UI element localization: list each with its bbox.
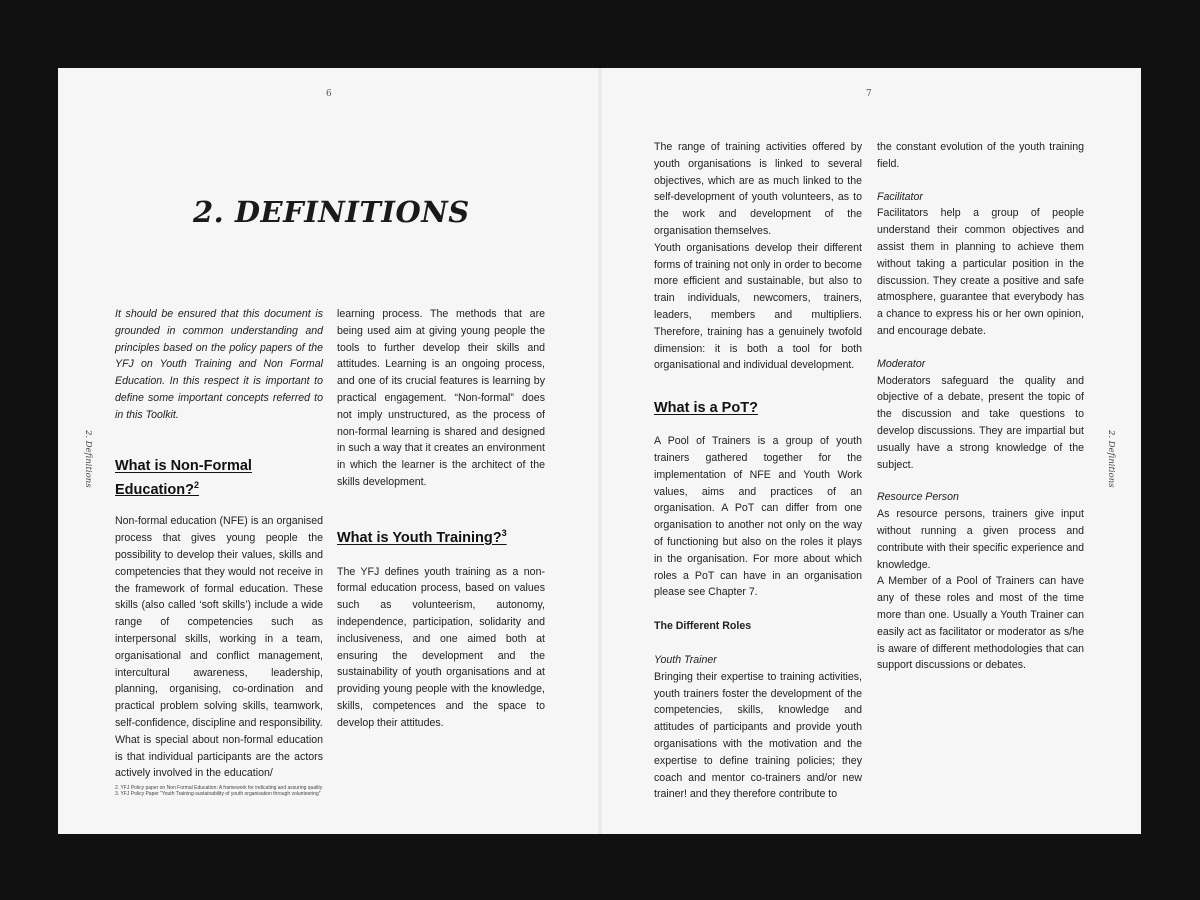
footnote-3: 3. YFJ Policy Paper “Youth Training-sustainability of youth organisation through volunteering” <box>115 791 321 798</box>
chapter-title: 2. DEFINITIONS <box>193 195 470 229</box>
moderator-label: Moderator <box>877 357 926 370</box>
youth-trainer-label: Youth Trainer <box>654 653 717 666</box>
nfe-continued-paragraph: learning process. The methods that are being used aim at giving young people the tools to further develop their skills and attitudes. Learning is an ongoing process, and one of its crucial features is learning by practical engagement. “Non-formal” does not imply unstructured, as the process of non-formal learning is shared and designed in such a way that it creates an environment in which the learner is the architect of the skills development. <box>337 308 545 488</box>
pot-heading: What is a PoT? <box>654 400 758 417</box>
roles-heading: The Different Roles <box>654 620 752 633</box>
youth-trainer-paragraph: Bringing their expertise to training activities, youth trainers foster the development of the competencies, skills, knowledge and attitudes of participants and provide youth organisations with the motivation and the expertise to define training policies; they coach and mentor co-trainers and/or new trainer! and they therefore contribute to <box>654 670 862 801</box>
book-gutter <box>598 68 602 834</box>
facilitator-paragraph: Facilitators help a group of people understand their common objectives and assist them in planning to achieve them without taking a particular position in the discussion. They create a positive and safe atmosphere, guarantee that everybody has a chance to express his or her own opinion, and encourage debate. <box>877 207 1084 337</box>
page-number-left: 6 <box>326 89 332 99</box>
nfe-heading-text: What is Non-Formal Education? <box>115 457 252 498</box>
right-column-1 <box>654 139 862 803</box>
training-forms-paragraph: Youth organisations develop their different forms of training not only in order to become more efficient and sustainable, but also to train individuals, newcomers, trainers, leaders, members and multipliers. Therefore, training has a genuinely twofold dimension: it is both a tool for both organisational and individual development. <box>654 241 862 372</box>
nfe-paragraph-2: What is special about non-formal education is that individual participants are the actors actively involved in the education/ <box>115 733 323 780</box>
book-spread <box>58 68 1141 834</box>
left-column-1 <box>115 306 323 782</box>
page-number-right: 7 <box>866 89 872 99</box>
moderator-paragraph: Moderators safeguard the quality and objective of a debate, present the topic of the discussion and take questions to develop discussions. They are impartial but usually have a strong knowledge of the subject. <box>877 374 1084 471</box>
resource-person-paragraph: As resource persons, trainers give input without running a given process and contribute with their specific experience and knowledge. <box>877 508 1084 571</box>
training-range-paragraph: The range of training activities offered by youth organisations is linked to several objectives, which are as much linked to the self-development of youth volunteers, as to the work and development of the organisation themselves. <box>654 141 862 237</box>
nfe-footnote-ref: 2 <box>193 479 199 490</box>
side-tab-right: 2. Definitions <box>1106 430 1116 488</box>
side-tab-left: 2. Definitions <box>83 430 93 488</box>
resource-person-label: Resource Person <box>877 491 959 504</box>
right-column-2 <box>877 139 1084 674</box>
pot-paragraph: A Pool of Trainers is a group of youth trainers gathered together for the implementation of NFE and Youth Work values, aims and practices of an organisation. A PoT can differ from one organisation to another not only on the way of functioning but also on the roles it plays in the organisation. For more about which roles a PoT can have in an organisation please see Chapter 7. <box>654 435 862 599</box>
youth-training-heading <box>337 524 545 548</box>
footnote-2: 2. YFJ Policy paper on Non Formal Education: A framework for indicating and assuring quality <box>115 785 323 791</box>
nfe-paragraph-1: Non-formal education (NFE) is an organised process that gives young people the possibility to develop their values, skills and competencies that they would not receive in the framework of formal education. These skills (also called ‘soft skills’) include a wide range of competencies such as interpersonal skills, working in a team, organisational and conflict management, intercultural awareness, leadership, planning, organising, co-ordination and practical problem solving skills, teamwork, self-confidence, discipline and responsibility. <box>115 515 323 729</box>
youth-training-paragraph: The YFJ defines youth training as a non-formal education process, based on values such as volunteerism, autonomy, independence, participation, solidarity and inclusiveness, and one aimed both at ensuring the development and the sustainability of youth organisations and at providing young people with the knowledge, skills, competences and the space to develop their attitudes. <box>337 565 545 729</box>
pool-member-paragraph: A Member of a Pool of Trainers can have any of these roles and most of the time more than one. Usually a Youth Trainer can easily act as facilitator or moderator as s/he is aware of different methodologies that can support discussions or debates. <box>877 575 1084 672</box>
youth-trainer-continued: the constant evolution of the youth training field. <box>877 141 1084 170</box>
facilitator-label: Facilitator <box>877 190 923 203</box>
nfe-heading <box>115 457 323 500</box>
footnotes <box>115 785 405 798</box>
left-column-2 <box>337 306 545 732</box>
intro-paragraph: It should be ensured that this document is grounded in common understanding and principles based on the policy papers of the YFJ on Youth Training and Non Formal Education. In this respect it is important to define some important concepts referred to in this Toolkit. <box>115 308 323 421</box>
youth-training-heading-text: What is Youth Training? <box>337 529 502 546</box>
youth-training-footnote-ref: 3 <box>501 527 507 538</box>
